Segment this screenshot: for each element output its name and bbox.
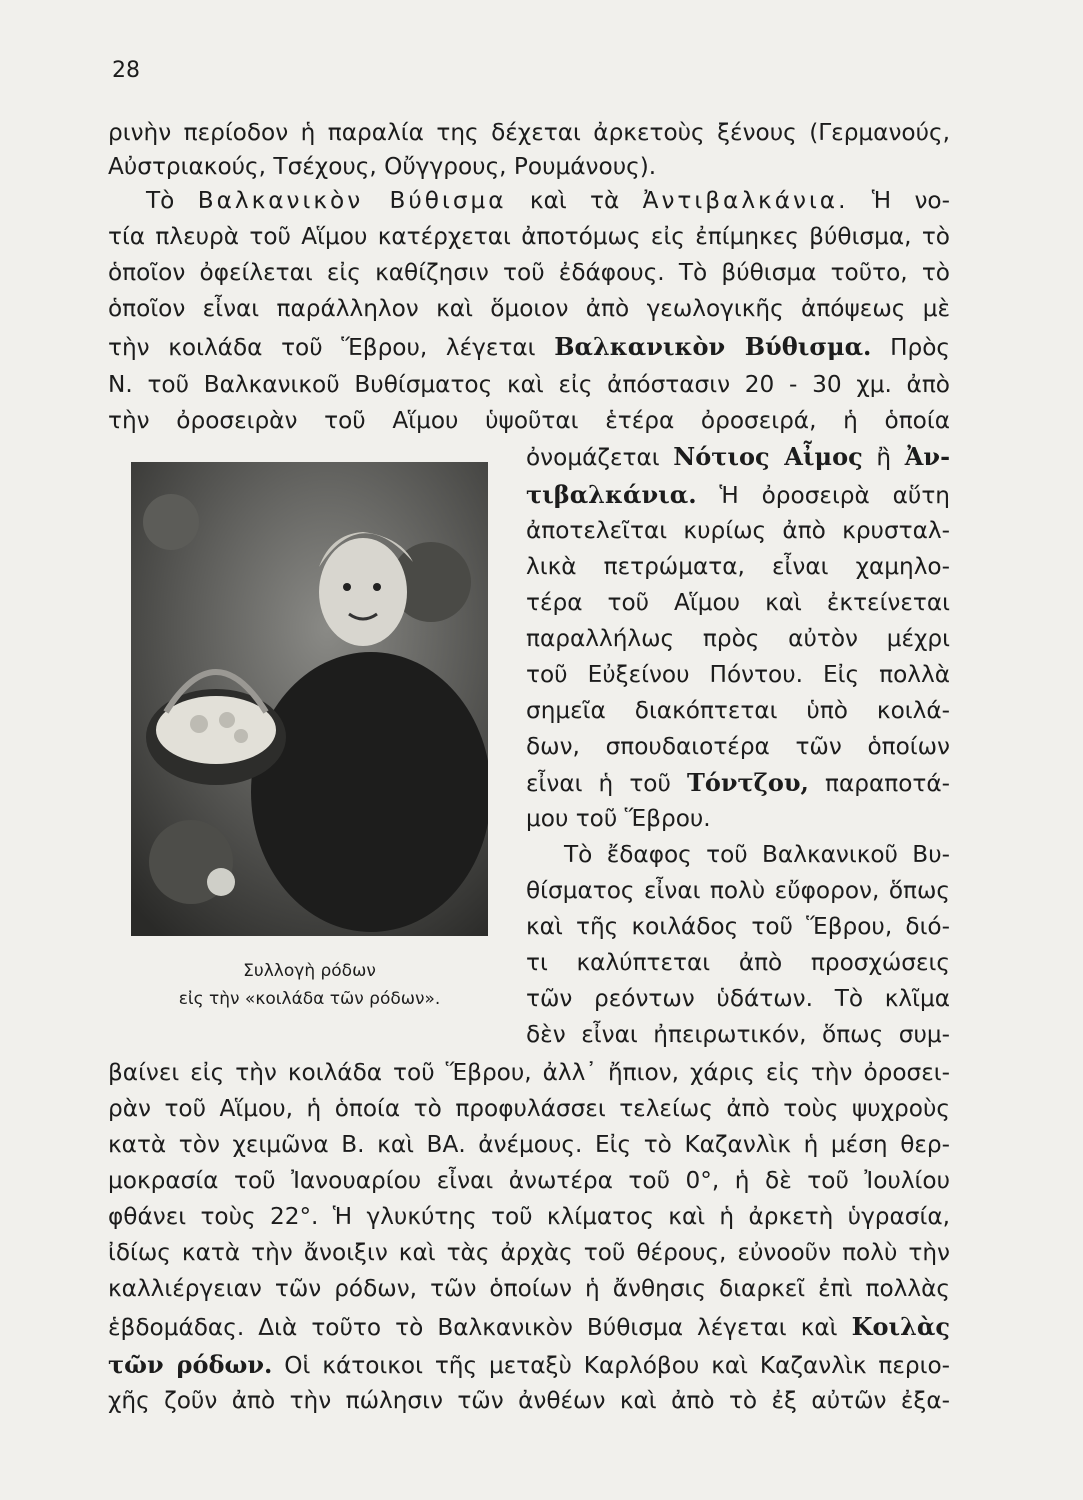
text-line: παραλλήλως πρὸς αὐτὸν μέχρι: [526, 625, 950, 652]
bold-term: Κοιλὰς: [851, 1312, 950, 1341]
bold-term: Τόντζου,: [687, 768, 809, 797]
text-line: φθάνει τοὺς 22°. Ἡ γλυκύτης τοῦ κλίματος καὶ ἡ ἀρκετὴ ὑγρασία,: [108, 1203, 950, 1230]
text-line: μου τοῦ Ἕβρου.: [526, 805, 711, 832]
text-line: καλλιέργειαν τῶν ρόδων, τῶν ὁποίων ἡ ἄνθησις διαρκεῖ ἐπὶ πολλὰς: [108, 1275, 950, 1302]
text-line: θίσματος εἶναι πολὺ εὔφορον, ὅπως: [526, 877, 950, 904]
photo-caption: εἰς τὴν «κοιλάδα τῶν ρόδων».: [178, 989, 441, 1009]
text-line: Ν. τοῦ Βαλκανικοῦ Βυθίσματος καὶ εἰς ἀπόστασιν 20 - 30 χμ. ἀπὸ: [108, 371, 950, 398]
text-line: Τὸ ἔδαφος τοῦ Βαλκανικοῦ Βυ-: [564, 841, 950, 868]
text-line: ὀνομάζεται Νότιος Αἶμος ἢ Ἀν-: [526, 442, 951, 471]
text-line: τέρα τοῦ Αἵμου καὶ ἐκτείνεται: [526, 589, 950, 616]
photo-caption: Συλλογὴ ρόδων: [243, 961, 376, 981]
bold-term: Ἀν-: [904, 442, 951, 471]
spaced-term: Βαλκανικὸν Βύθισμα: [197, 187, 507, 214]
text-line: Αὐστριακούς, Τσέχους, Οὔγγρους, Ρουμάνους).: [108, 153, 657, 180]
text-line: σημεῖα διακόπτεται ὑπὸ κοιλά-: [526, 697, 950, 724]
page-number: 28: [112, 58, 140, 83]
text-line: τῶν ρόδων. Οἱ κάτοικοι τῆς μεταξὺ Καρλόβου καὶ Καζανλὶκ περιο-: [108, 1350, 951, 1379]
text-line: χῆς ζοῦν ἀπὸ τὴν πώλησιν τῶν ἀνθέων καὶ ἀπὸ τὸ ἐξ αὐτῶν ἐξα-: [108, 1387, 950, 1414]
text-line: τιβαλκάνια. Ἡ ὀροσειρὰ αὕτη: [526, 480, 950, 509]
text-line: ὁποῖον ὀφείλεται εἰς καθίζησιν τοῦ ἐδάφους. Τὸ βύθισμα τοῦτο, τὸ: [108, 259, 950, 286]
text-line: ὁποῖον εἶναι παράλληλον καὶ ὅμοιον ἀπὸ γεωλογικῆς ἀπόψεως μὲ: [108, 295, 950, 322]
text-line: ἰδίως κατὰ τὴν ἄνοιξιν καὶ τὰς ἀρχὰς τοῦ θέρους, εὐνοοῦν πολὺ τὴν: [108, 1239, 950, 1266]
text-line: Τὸ Βαλκανικὸν Βύθισμα καὶ τὰ Ἀντιβαλκάνια. Ἡ νο-: [146, 187, 950, 214]
text-line: τι καλύπτεται ἀπὸ προσχώσεις: [526, 949, 950, 976]
bold-term: τῶν ρόδων.: [108, 1350, 273, 1379]
rose-harvest-photo: [131, 462, 488, 936]
text-line: τῶν ρεόντων ὑδάτων. Τὸ κλῖμα: [526, 985, 950, 1012]
text-line: μοκρασία τοῦ Ἰανουαρίου εἶναι ἀνωτέρα τοῦ 0°, ἡ δὲ τοῦ Ἰουλίου: [108, 1167, 950, 1194]
text-line: ρὰν τοῦ Αἵμου, ἡ ὁποία τὸ προφυλάσσει τελείως ἀπὸ τοὺς ψυχροὺς: [108, 1095, 950, 1122]
text-line: δων, σπουδαιοτέρα τῶν ὁποίων: [526, 733, 950, 760]
text-line: καὶ τῆς κοιλάδος τοῦ Ἕβρου, διό-: [526, 913, 950, 940]
text-line: τὴν ὀροσειρὰν τοῦ Αἵμου ὑψοῦται ἑτέρα ὀροσειρά, ἡ ὁποία: [108, 407, 950, 434]
text-line: βαίνει εἰς τὴν κοιλάδα τοῦ Ἕβρου, ἀλλ᾽ ἤπιον, χάρις εἰς τὴν ὀροσει-: [108, 1059, 950, 1086]
bold-term: Νότιος Αἶμος: [673, 442, 863, 471]
text-line: ἑβδομάδας. Διὰ τοῦτο τὸ Βαλκανικὸν Βύθισμα λέγεται καὶ Κοιλὰς: [108, 1312, 950, 1341]
text-line: τία πλευρὰ τοῦ Αἵμου κατέρχεται ἀποτόμως εἰς ἐπίμηκες βύθισμα, τὸ: [108, 223, 950, 250]
text-line: ρινὴν περίοδον ἡ παραλία της δέχεται ἀρκετοὺς ξένους (Γερμανούς,: [108, 119, 950, 146]
text-line: λικὰ πετρώματα, εἶναι χαμηλο-: [526, 553, 950, 580]
spaced-term: Ἀντιβαλκάνια.: [642, 187, 849, 214]
bold-term: Βαλκανικὸν Βύθισμα.: [554, 332, 872, 361]
bold-term: τιβαλκάνια.: [526, 480, 697, 509]
text-line: εἶναι ἡ τοῦ Τόντζου, παραποτά-: [526, 768, 951, 797]
text-line: τοῦ Εὐξείνου Πόντου. Εἰς πολλὰ: [526, 661, 950, 688]
text-line: δὲν εἶναι ἠπειρωτικόν, ὅπως συμ-: [526, 1021, 950, 1048]
text-line: ἀποτελεῖται κυρίως ἀπὸ κρυσταλ-: [526, 517, 950, 544]
text-line: κατὰ τὸν χειμῶνα Β. καὶ ΒΑ. ἀνέμους. Εἰς τὸ Καζανλὶκ ἡ μέση θερ-: [108, 1131, 950, 1158]
text-line: τὴν κοιλάδα τοῦ Ἕβρου, λέγεται Βαλκανικὸν Βύθισμα. Πρὸς: [108, 332, 951, 361]
